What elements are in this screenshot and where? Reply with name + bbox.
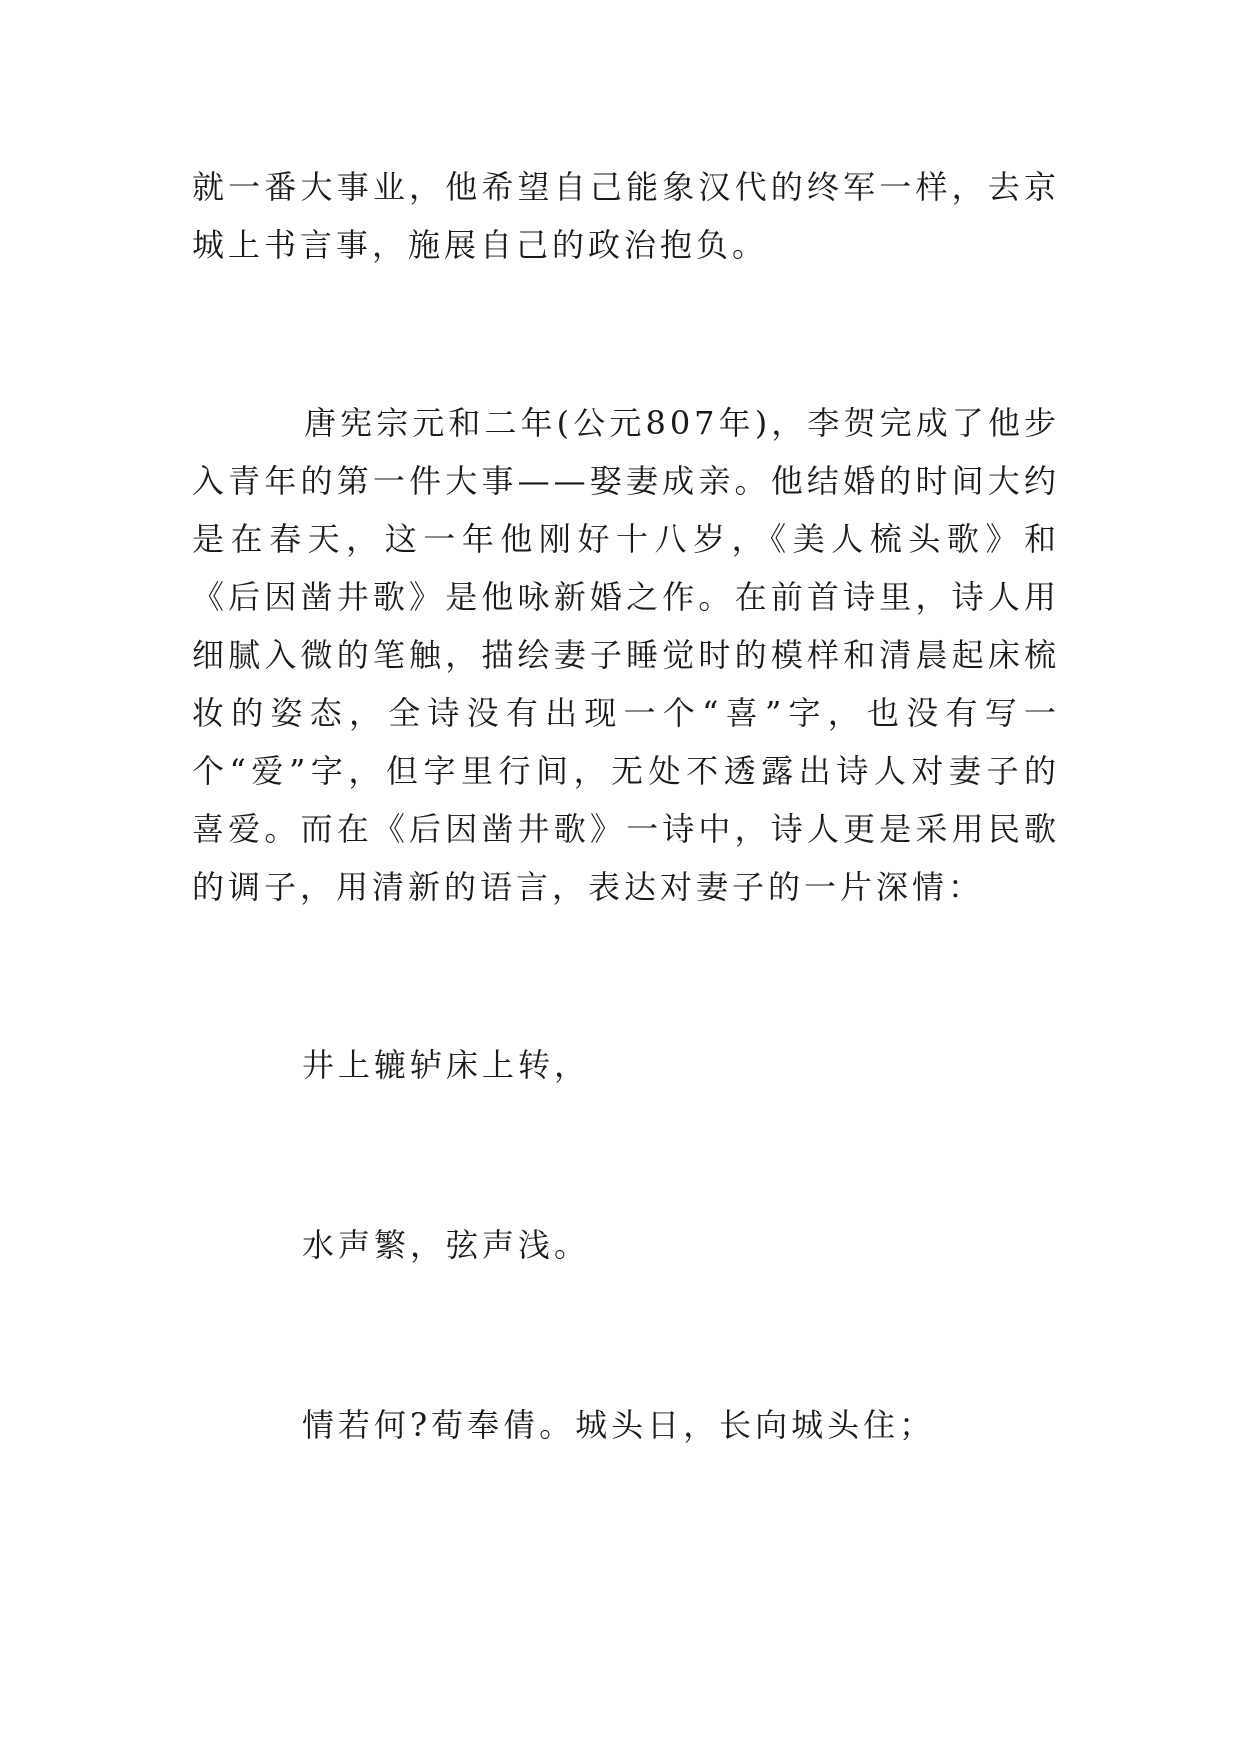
poem-line: 水声繁，弦声浅。 <box>302 1226 591 1264</box>
paragraph-marriage: 唐宪宗元和二年(公元807年)，李贺完成了他步入青年的第一件大事——娶妻成亲。他结婚的时间大约是在春天，这一年他刚好十八岁，《美人梳头歌》和《后因凿井歌》是他咏新婚之作。在前首诗里，诗人用细腻入微的笔触，描绘妻子睡觉时的模样和清晨起床梳妆的姿态，全诗没有出现一个“喜”字，也没有写一个“爱”字，但字里行间，无处不透露出诗人对妻子的喜爱。而在《后因凿井歌》一诗中，诗人更是采用民歌的调子，用清新的语言，表达对妻子的一片深情： <box>192 404 1060 906</box>
poem-line: 井上辘轳床上转， <box>302 1046 591 1084</box>
paragraph-continuation: 就一番大事业，他希望自己能象汉代的终军一样，去京城上书言事，施展自己的政治抱负。 <box>192 168 1060 264</box>
poem-line: 情若何?荀奉倩。城头日，长向城头住； <box>302 1406 936 1444</box>
